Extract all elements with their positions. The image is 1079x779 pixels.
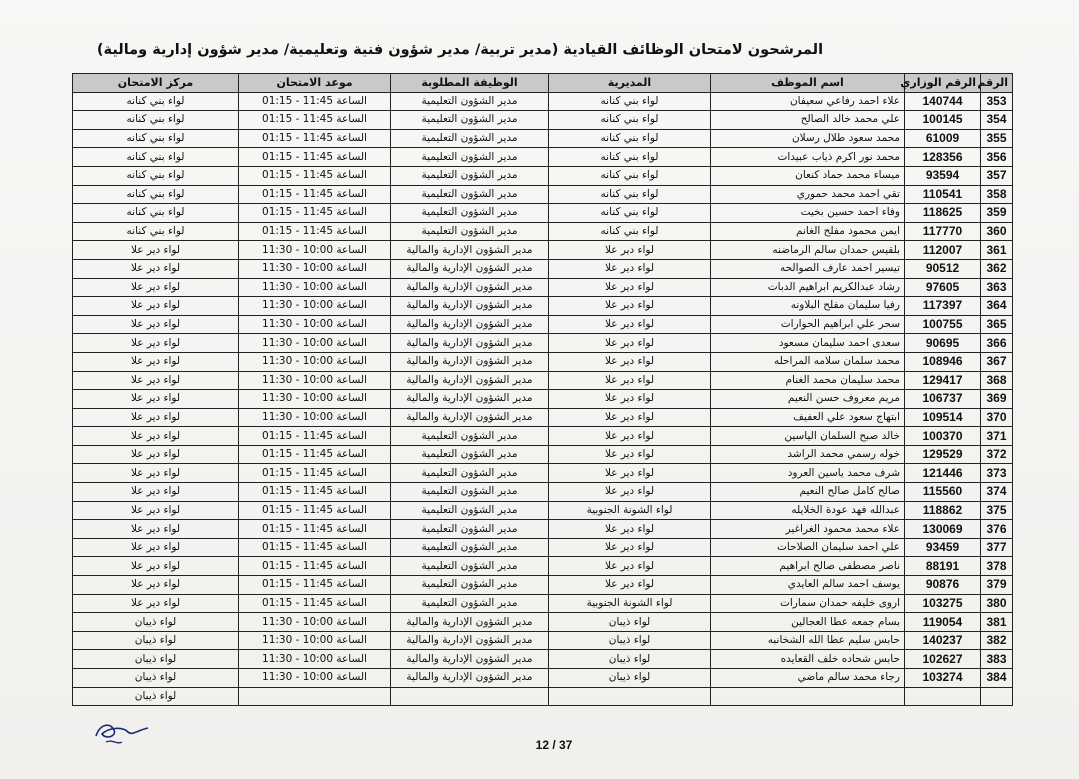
ministry-no-cell: 108946: [905, 352, 981, 371]
exam-center-cell: لواء دير علا: [73, 334, 239, 353]
directorate-cell: لواء الشونة الجنوبية: [549, 501, 711, 520]
seq-cell: 368: [981, 371, 1013, 390]
exam-center-cell: لواء دير علا: [73, 408, 239, 427]
seq-cell: 355: [981, 129, 1013, 148]
directorate-cell: لواء دير علا: [549, 278, 711, 297]
exam-time-cell: الساعة 11:45 - 01:15: [239, 445, 391, 464]
ministry-no-cell: 117397: [905, 297, 981, 316]
exam-time-cell: الساعة 10:00 - 11:30: [239, 390, 391, 409]
directorate-cell: لواء دير علا: [549, 538, 711, 557]
position-cell: مدير الشؤون الإدارية والمالية: [391, 669, 549, 688]
seq-cell: 363: [981, 278, 1013, 297]
directorate-cell: لواء دير علا: [549, 427, 711, 446]
position-cell: مدير الشؤون الإدارية والمالية: [391, 278, 549, 297]
employee-name-cell: عبدالله فهد عودة الخلايله: [711, 501, 905, 520]
exam-time-cell: الساعة 11:45 - 01:15: [239, 520, 391, 539]
exam-center-cell: لواء دير علا: [73, 594, 239, 613]
seq-cell: 361: [981, 241, 1013, 260]
header-ministry-no: الرقم الوزاري: [905, 74, 981, 93]
seq-cell: 374: [981, 483, 1013, 502]
exam-time-cell: الساعة 10:00 - 11:30: [239, 259, 391, 278]
position-cell: مدير الشؤون التعليمية: [391, 166, 549, 185]
ministry-no-cell: 90876: [905, 576, 981, 595]
table-row: [73, 687, 1013, 706]
seq-cell: 381: [981, 613, 1013, 632]
exam-center-cell: لواء دير علا: [73, 427, 239, 446]
employee-name-cell: مريم معروف حسن النعيم: [711, 390, 905, 409]
exam-time-cell: الساعة 11:45 - 01:15: [239, 204, 391, 223]
seq-cell: [981, 687, 1013, 706]
seq-cell: 382: [981, 631, 1013, 650]
seq-cell: 372: [981, 445, 1013, 464]
employee-name-cell: محمد سليمان محمد الغنام: [711, 371, 905, 390]
ministry-no-cell: 102627: [905, 650, 981, 669]
seq-cell: 380: [981, 594, 1013, 613]
position-cell: مدير الشؤون التعليمية: [391, 445, 549, 464]
employee-name-cell: ابتهاج سعود علي العفيف: [711, 408, 905, 427]
exam-time-cell: الساعة 10:00 - 11:30: [239, 315, 391, 334]
position-cell: مدير الشؤون الإدارية والمالية: [391, 408, 549, 427]
table-row: [73, 185, 1013, 204]
exam-center-cell: لواء دير علا: [73, 576, 239, 595]
position-cell: مدير الشؤون الإدارية والمالية: [391, 371, 549, 390]
directorate-cell: لواء دير علا: [549, 408, 711, 427]
table-row: [73, 92, 1013, 111]
exam-center-cell: لواء دير علا: [73, 445, 239, 464]
table-row: [73, 538, 1013, 557]
position-cell: مدير الشؤون الإدارية والمالية: [391, 613, 549, 632]
exam-center-cell: لواء بني كنانه: [73, 166, 239, 185]
ministry-no-cell: 119054: [905, 613, 981, 632]
exam-center-cell: لواء بني كنانه: [73, 148, 239, 167]
table-row: [73, 390, 1013, 409]
exam-center-cell: لواء ذيبان: [73, 613, 239, 632]
directorate-cell: لواء ذيبان: [549, 631, 711, 650]
directorate-cell: لواء بني كنانه: [549, 129, 711, 148]
exam-time-cell: الساعة 10:00 - 11:30: [239, 371, 391, 390]
exam-time-cell: الساعة 10:00 - 11:30: [239, 408, 391, 427]
directorate-cell: لواء دير علا: [549, 557, 711, 576]
exam-center-cell: لواء دير علا: [73, 464, 239, 483]
directorate-cell: لواء دير علا: [549, 334, 711, 353]
exam-center-cell: لواء ذيبان: [73, 669, 239, 688]
seq-cell: 369: [981, 390, 1013, 409]
seq-cell: 373: [981, 464, 1013, 483]
ministry-no-cell: 100755: [905, 315, 981, 334]
table-row: [73, 259, 1013, 278]
position-cell: مدير الشؤون التعليمية: [391, 557, 549, 576]
employee-name-cell: محمد سلمان سلامه المراحله: [711, 352, 905, 371]
exam-time-cell: الساعة 11:45 - 01:15: [239, 222, 391, 241]
exam-time-cell: الساعة 10:00 - 11:30: [239, 241, 391, 260]
exam-center-cell: لواء دير علا: [73, 520, 239, 539]
ministry-no-cell: 109514: [905, 408, 981, 427]
position-cell: مدير الشؤون التعليمية: [391, 204, 549, 223]
ministry-no-cell: 112007: [905, 241, 981, 260]
seq-cell: 376: [981, 520, 1013, 539]
exam-time-cell: الساعة 11:45 - 01:15: [239, 594, 391, 613]
exam-time-cell: الساعة 10:00 - 11:30: [239, 334, 391, 353]
directorate-cell: لواء الشونة الجنوبية: [549, 594, 711, 613]
employee-name-cell: رفيا سليمان مفلح البلاونه: [711, 297, 905, 316]
position-cell: مدير الشؤون التعليمية: [391, 538, 549, 557]
employee-name-cell: رجاء محمد سالم ماضي: [711, 669, 905, 688]
employee-name-cell: ايمن محمود مفلح الغانم: [711, 222, 905, 241]
position-cell: مدير الشؤون الإدارية والمالية: [391, 352, 549, 371]
header-employee-name: اسم الموظف: [711, 74, 905, 93]
employee-name-cell: محمد سعود طلال رسلان: [711, 129, 905, 148]
position-cell: مدير الشؤون الإدارية والمالية: [391, 315, 549, 334]
directorate-cell: لواء بني كنانه: [549, 222, 711, 241]
ministry-no-cell: 118625: [905, 204, 981, 223]
exam-time-cell: الساعة 11:45 - 01:15: [239, 148, 391, 167]
table-row: [73, 445, 1013, 464]
employee-name-cell: خوله رسمي محمد الراشد: [711, 445, 905, 464]
employee-name-cell: خالد صبح السلمان الياسين: [711, 427, 905, 446]
employee-name-cell: سحر علي ابراهيم الحوارات: [711, 315, 905, 334]
table-row: [73, 148, 1013, 167]
directorate-cell: لواء بني كنانه: [549, 204, 711, 223]
directorate-cell: لواء دير علا: [549, 259, 711, 278]
table-row: [73, 111, 1013, 130]
exam-time-cell: الساعة 11:45 - 01:15: [239, 557, 391, 576]
header-directorate: المديرية: [549, 74, 711, 93]
ministry-no-cell: [905, 687, 981, 706]
exam-center-cell: لواء دير علا: [73, 241, 239, 260]
exam-center-cell: لواء ذيبان: [73, 687, 239, 706]
table-body: [73, 92, 1013, 706]
seq-cell: 384: [981, 669, 1013, 688]
ministry-no-cell: 100370: [905, 427, 981, 446]
exam-center-cell: لواء دير علا: [73, 557, 239, 576]
page-title: المرشحون لامتحان الوظائف القيادية (مدير تربية/ مدير شؤون فنية وتعليمية/ مدير شؤون إدارية ومالية): [96, 42, 824, 58]
directorate-cell: لواء دير علا: [549, 297, 711, 316]
exam-time-cell: الساعة 10:00 - 11:30: [239, 613, 391, 632]
seq-cell: 354: [981, 111, 1013, 130]
table-row: [73, 297, 1013, 316]
position-cell: مدير الشؤون الإدارية والمالية: [391, 390, 549, 409]
directorate-cell: لواء دير علا: [549, 352, 711, 371]
seq-cell: 365: [981, 315, 1013, 334]
exam-center-cell: لواء دير علا: [73, 259, 239, 278]
exam-center-cell: لواء دير علا: [73, 352, 239, 371]
exam-center-cell: لواء دير علا: [73, 315, 239, 334]
employee-name-cell: حابس شحاده خلف القعايده: [711, 650, 905, 669]
exam-center-cell: لواء دير علا: [73, 501, 239, 520]
employee-name-cell: علاء احمد رفاعي سعيفان: [711, 92, 905, 111]
position-cell: مدير الشؤون الإدارية والمالية: [391, 241, 549, 260]
exam-time-cell: الساعة 11:45 - 01:15: [239, 538, 391, 557]
directorate-cell: لواء ذيبان: [549, 613, 711, 632]
exam-time-cell: الساعة 10:00 - 11:30: [239, 352, 391, 371]
seq-cell: 367: [981, 352, 1013, 371]
exam-time-cell: [239, 687, 391, 706]
directorate-cell: لواء ذيبان: [549, 650, 711, 669]
ministry-no-cell: 90695: [905, 334, 981, 353]
seq-cell: 366: [981, 334, 1013, 353]
exam-center-cell: لواء ذيبان: [73, 650, 239, 669]
employee-name-cell: حابس سليم عطا الله الشخانبه: [711, 631, 905, 650]
exam-center-cell: لواء بني كنانه: [73, 111, 239, 130]
ministry-no-cell: 130069: [905, 520, 981, 539]
signature-scribble: [92, 712, 152, 748]
seq-cell: 357: [981, 166, 1013, 185]
seq-cell: 358: [981, 185, 1013, 204]
table-row: [73, 631, 1013, 650]
position-cell: مدير الشؤون التعليمية: [391, 427, 549, 446]
ministry-no-cell: 88191: [905, 557, 981, 576]
table-row: [73, 576, 1013, 595]
employee-name-cell: صالح كامل صالح النعيم: [711, 483, 905, 502]
directorate-cell: لواء دير علا: [549, 464, 711, 483]
seq-cell: 360: [981, 222, 1013, 241]
seq-cell: 356: [981, 148, 1013, 167]
exam-time-cell: الساعة 11:45 - 01:15: [239, 464, 391, 483]
header-seq: الرقم: [981, 74, 1013, 93]
exam-center-cell: لواء بني كنانه: [73, 204, 239, 223]
directorate-cell: لواء دير علا: [549, 371, 711, 390]
ministry-no-cell: 129529: [905, 445, 981, 464]
exam-time-cell: الساعة 11:45 - 01:15: [239, 129, 391, 148]
seq-cell: 377: [981, 538, 1013, 557]
ministry-no-cell: 90512: [905, 259, 981, 278]
page-number: 12 / 37: [535, 738, 573, 752]
table-row: [73, 278, 1013, 297]
table-row: [73, 594, 1013, 613]
exam-center-cell: لواء بني كنانه: [73, 185, 239, 204]
directorate-cell: لواء دير علا: [549, 315, 711, 334]
directorate-cell: لواء بني كنانه: [549, 148, 711, 167]
exam-time-cell: الساعة 11:45 - 01:15: [239, 166, 391, 185]
seq-cell: 370: [981, 408, 1013, 427]
ministry-no-cell: 140237: [905, 631, 981, 650]
position-cell: مدير الشؤون التعليمية: [391, 185, 549, 204]
exam-center-cell: لواء دير علا: [73, 538, 239, 557]
candidates-table: [72, 73, 1013, 706]
seq-cell: 364: [981, 297, 1013, 316]
exam-center-cell: لواء دير علا: [73, 483, 239, 502]
position-cell: مدير الشؤون التعليمية: [391, 501, 549, 520]
header-exam-time: موعد الامتحان: [239, 74, 391, 93]
directorate-cell: لواء دير علا: [549, 390, 711, 409]
table-row: [73, 204, 1013, 223]
seq-cell: 359: [981, 204, 1013, 223]
employee-name-cell: يوسف احمد سالم العايدي: [711, 576, 905, 595]
ministry-no-cell: 140744: [905, 92, 981, 111]
table-row: [73, 166, 1013, 185]
directorate-cell: [549, 687, 711, 706]
seq-cell: 353: [981, 92, 1013, 111]
exam-center-cell: لواء بني كنانه: [73, 222, 239, 241]
employee-name-cell: سعدى احمد سليمان مسعود: [711, 334, 905, 353]
ministry-no-cell: 93594: [905, 166, 981, 185]
position-cell: مدير الشؤون التعليمية: [391, 111, 549, 130]
ministry-no-cell: 61009: [905, 129, 981, 148]
table-row: [73, 222, 1013, 241]
directorate-cell: لواء ذيبان: [549, 669, 711, 688]
ministry-no-cell: 100145: [905, 111, 981, 130]
table-row: [73, 315, 1013, 334]
seq-cell: 362: [981, 259, 1013, 278]
seq-cell: 379: [981, 576, 1013, 595]
employee-name-cell: علاء محمد محمود الغراغير: [711, 520, 905, 539]
exam-time-cell: الساعة 11:45 - 01:15: [239, 576, 391, 595]
ministry-no-cell: 103274: [905, 669, 981, 688]
seq-cell: 383: [981, 650, 1013, 669]
employee-name-cell: رشاد عبدالكريم ابراهيم الدبات: [711, 278, 905, 297]
ministry-no-cell: 103275: [905, 594, 981, 613]
table-row: [73, 613, 1013, 632]
table-row: [73, 557, 1013, 576]
table-row: [73, 464, 1013, 483]
employee-name-cell: علي احمد سليمان الصلاحات: [711, 538, 905, 557]
position-cell: مدير الشؤون التعليمية: [391, 520, 549, 539]
exam-center-cell: لواء دير علا: [73, 390, 239, 409]
ministry-no-cell: 115560: [905, 483, 981, 502]
seq-cell: 371: [981, 427, 1013, 446]
directorate-cell: لواء دير علا: [549, 445, 711, 464]
table-row: [73, 129, 1013, 148]
table-row: [73, 483, 1013, 502]
table-row: [73, 241, 1013, 260]
ministry-no-cell: 117770: [905, 222, 981, 241]
table-row: [73, 371, 1013, 390]
position-cell: مدير الشؤون الإدارية والمالية: [391, 631, 549, 650]
position-cell: مدير الشؤون التعليمية: [391, 483, 549, 502]
table-header-row: [73, 74, 1013, 93]
position-cell: مدير الشؤون الإدارية والمالية: [391, 297, 549, 316]
ministry-no-cell: 97605: [905, 278, 981, 297]
position-cell: مدير الشؤون التعليمية: [391, 129, 549, 148]
employee-name-cell: تقي احمد محمد حموري: [711, 185, 905, 204]
employee-name-cell: ميساء محمد حماد كنعان: [711, 166, 905, 185]
position-cell: مدير الشؤون التعليمية: [391, 576, 549, 595]
exam-center-cell: لواء دير علا: [73, 297, 239, 316]
directorate-cell: لواء بني كنانه: [549, 92, 711, 111]
exam-time-cell: الساعة 10:00 - 11:30: [239, 631, 391, 650]
exam-time-cell: الساعة 10:00 - 11:30: [239, 650, 391, 669]
exam-time-cell: الساعة 11:45 - 01:15: [239, 92, 391, 111]
table-row: [73, 650, 1013, 669]
table-row: [73, 501, 1013, 520]
employee-name-cell: بلقيس حمدان سالم الرماضنه: [711, 241, 905, 260]
position-cell: مدير الشؤون التعليمية: [391, 464, 549, 483]
exam-time-cell: الساعة 11:45 - 01:15: [239, 483, 391, 502]
employee-name-cell: علي محمد خالد الصالح: [711, 111, 905, 130]
position-cell: مدير الشؤون التعليمية: [391, 594, 549, 613]
directorate-cell: لواء دير علا: [549, 483, 711, 502]
exam-time-cell: الساعة 10:00 - 11:30: [239, 278, 391, 297]
employee-name-cell: تيسير احمد عارف الصوالحه: [711, 259, 905, 278]
exam-center-cell: لواء دير علا: [73, 371, 239, 390]
employee-name-cell: ناصر مصطفى صالح ابراهيم: [711, 557, 905, 576]
position-cell: مدير الشؤون التعليمية: [391, 148, 549, 167]
position-cell: مدير الشؤون التعليمية: [391, 92, 549, 111]
exam-center-cell: لواء بني كنانه: [73, 92, 239, 111]
employee-name-cell: محمد نور اكرم ذياب عبيدات: [711, 148, 905, 167]
employee-name-cell: [711, 687, 905, 706]
exam-time-cell: الساعة 11:45 - 01:15: [239, 111, 391, 130]
employee-name-cell: بسام جمعه عطا العجالين: [711, 613, 905, 632]
directorate-cell: لواء بني كنانه: [549, 185, 711, 204]
directorate-cell: لواء بني كنانه: [549, 166, 711, 185]
table-row: [73, 427, 1013, 446]
exam-time-cell: الساعة 11:45 - 01:15: [239, 185, 391, 204]
table-row: [73, 334, 1013, 353]
table-row: [73, 408, 1013, 427]
employee-name-cell: شرف محمد ياسين العرود: [711, 464, 905, 483]
directorate-cell: لواء بني كنانه: [549, 111, 711, 130]
ministry-no-cell: 129417: [905, 371, 981, 390]
ministry-no-cell: 106737: [905, 390, 981, 409]
exam-time-cell: الساعة 10:00 - 11:30: [239, 669, 391, 688]
position-cell: مدير الشؤون التعليمية: [391, 222, 549, 241]
header-exam-center: مركز الامتحان: [73, 74, 239, 93]
table-row: [73, 669, 1013, 688]
seq-cell: 378: [981, 557, 1013, 576]
ministry-no-cell: 93459: [905, 538, 981, 557]
seq-cell: 375: [981, 501, 1013, 520]
exam-time-cell: الساعة 10:00 - 11:30: [239, 297, 391, 316]
exam-center-cell: لواء دير علا: [73, 278, 239, 297]
exam-time-cell: الساعة 11:45 - 01:15: [239, 427, 391, 446]
directorate-cell: لواء دير علا: [549, 576, 711, 595]
table-row: [73, 352, 1013, 371]
ministry-no-cell: 110541: [905, 185, 981, 204]
directorate-cell: لواء دير علا: [549, 520, 711, 539]
position-cell: مدير الشؤون الإدارية والمالية: [391, 334, 549, 353]
ministry-no-cell: 121446: [905, 464, 981, 483]
header-position: الوظيفة المطلوبة: [391, 74, 549, 93]
employee-name-cell: اروى خليفه حمدان سمارات: [711, 594, 905, 613]
ministry-no-cell: 128356: [905, 148, 981, 167]
position-cell: مدير الشؤون الإدارية والمالية: [391, 650, 549, 669]
exam-time-cell: الساعة 11:45 - 01:15: [239, 501, 391, 520]
position-cell: مدير الشؤون الإدارية والمالية: [391, 259, 549, 278]
exam-center-cell: لواء بني كنانه: [73, 129, 239, 148]
ministry-no-cell: 118862: [905, 501, 981, 520]
table-row: [73, 520, 1013, 539]
employee-name-cell: وفاء احمد حسين بخيت: [711, 204, 905, 223]
directorate-cell: لواء دير علا: [549, 241, 711, 260]
exam-center-cell: لواء ذيبان: [73, 631, 239, 650]
position-cell: [391, 687, 549, 706]
